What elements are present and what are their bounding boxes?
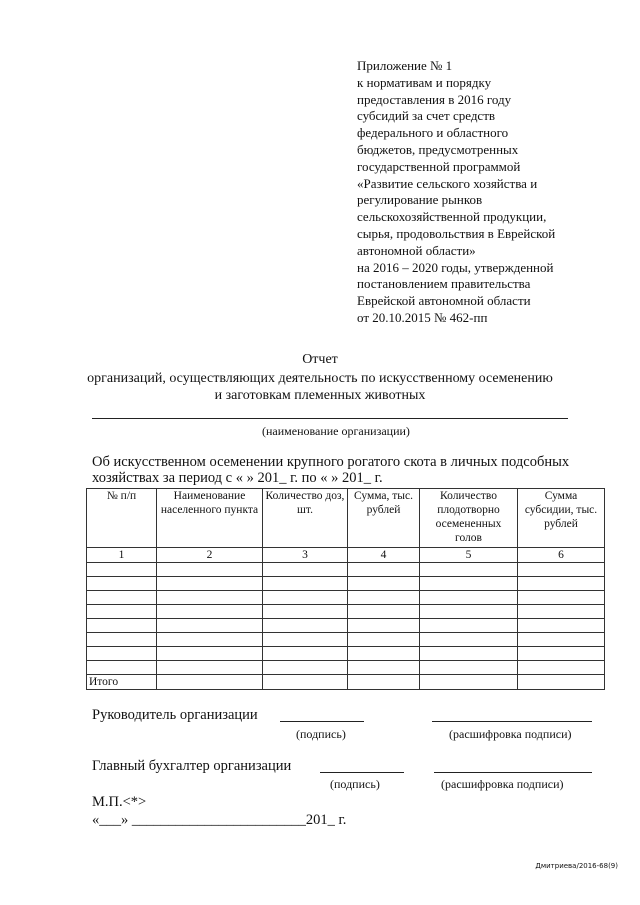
header-subsidy: Сумма субсидии, тыс. рублей <box>518 489 605 548</box>
table-row <box>87 577 605 591</box>
accountant-label: Главный бухгалтер организации <box>92 758 292 774</box>
column-number: 6 <box>518 548 605 563</box>
table-header-row <box>87 489 605 548</box>
report-table <box>86 488 605 690</box>
column-number: 2 <box>157 548 263 563</box>
appendix-line: сырья, продовольствия в Еврейской <box>357 225 556 241</box>
table-row <box>87 661 605 675</box>
total-label: Итого <box>87 675 157 690</box>
appendix-line: субсидий за счет средств <box>357 108 496 124</box>
appendix-line: автономной области» <box>357 242 476 258</box>
stamp-label: М.П.<*> <box>92 794 147 810</box>
appendix-line: регулирование рынков <box>357 192 483 208</box>
header-heads: Количество плодотворно осемененных голов <box>420 489 518 548</box>
table-row <box>87 591 605 605</box>
header-doses: Количество доз, шт. <box>263 489 348 548</box>
appendix-line: бюджетов, предусмотренных <box>357 141 519 157</box>
table-row <box>87 633 605 647</box>
appendix-line: предоставления в 2016 году <box>357 91 512 107</box>
appendix-line: «Развитие сельского хозяйства и <box>357 175 538 191</box>
table-row <box>87 647 605 661</box>
appendix-line: от 20.10.2015 № 462-пп <box>357 309 488 325</box>
organization-caption: (наименование организации) <box>262 424 410 438</box>
head-signature-line <box>280 721 364 722</box>
head-decode-caption: (расшифровка подписи) <box>449 727 572 741</box>
head-sign-caption: (подпись) <box>296 727 346 741</box>
report-subtitle-line2: и заготовкам племенных животных <box>214 388 426 403</box>
table-row <box>87 563 605 577</box>
table-total-row <box>87 675 605 690</box>
table-row <box>87 605 605 619</box>
appendix-line: на 2016 – 2020 годы, утвержденной <box>357 259 554 275</box>
organization-name-line <box>92 418 568 419</box>
report-subtitle-line1: организаций, осуществляющих деятельность по искусственному осеменению <box>87 371 553 386</box>
appendix-line: постановлением правительства <box>357 276 531 292</box>
appendix-line: к нормативам и порядку <box>357 74 492 90</box>
accountant-decode-line <box>434 772 592 773</box>
section-line2: хозяйствах за период с « » 201_ г. по « » 201_ г. <box>92 470 383 486</box>
appendix-line: федерального и областного <box>357 125 509 141</box>
table-row <box>87 619 605 633</box>
accountant-signature-line <box>320 772 404 773</box>
appendix-block <box>357 58 627 327</box>
section-line1: Об искусственном осеменении крупного рогатого скота в личных подсобных <box>92 454 570 470</box>
column-number: 4 <box>348 548 420 563</box>
report-title: Отчет <box>302 352 338 367</box>
column-number: 5 <box>420 548 518 563</box>
appendix-line: сельскохозяйственной продукции, <box>357 209 547 225</box>
head-decode-line <box>432 721 592 722</box>
accountant-sign-caption: (подпись) <box>330 777 380 791</box>
table-number-row <box>87 548 605 563</box>
footer-code: Дмитриева/2016-68(9) <box>535 862 618 870</box>
column-number: 3 <box>263 548 348 563</box>
header-settlement: Наименование населенного пункта <box>157 489 263 548</box>
column-number: 1 <box>87 548 157 563</box>
accountant-decode-caption: (расшифровка подписи) <box>441 777 564 791</box>
appendix-line: Еврейской автономной области <box>357 293 531 309</box>
head-label: Руководитель организации <box>92 707 258 723</box>
appendix-line: государственной программой <box>357 158 521 174</box>
header-number: № п/п <box>87 489 157 548</box>
appendix-line: Приложение № 1 <box>357 58 453 73</box>
date-line: «___» ________________________201_ г. <box>92 812 347 828</box>
header-sum: Сумма, тыс. рублей <box>348 489 420 548</box>
